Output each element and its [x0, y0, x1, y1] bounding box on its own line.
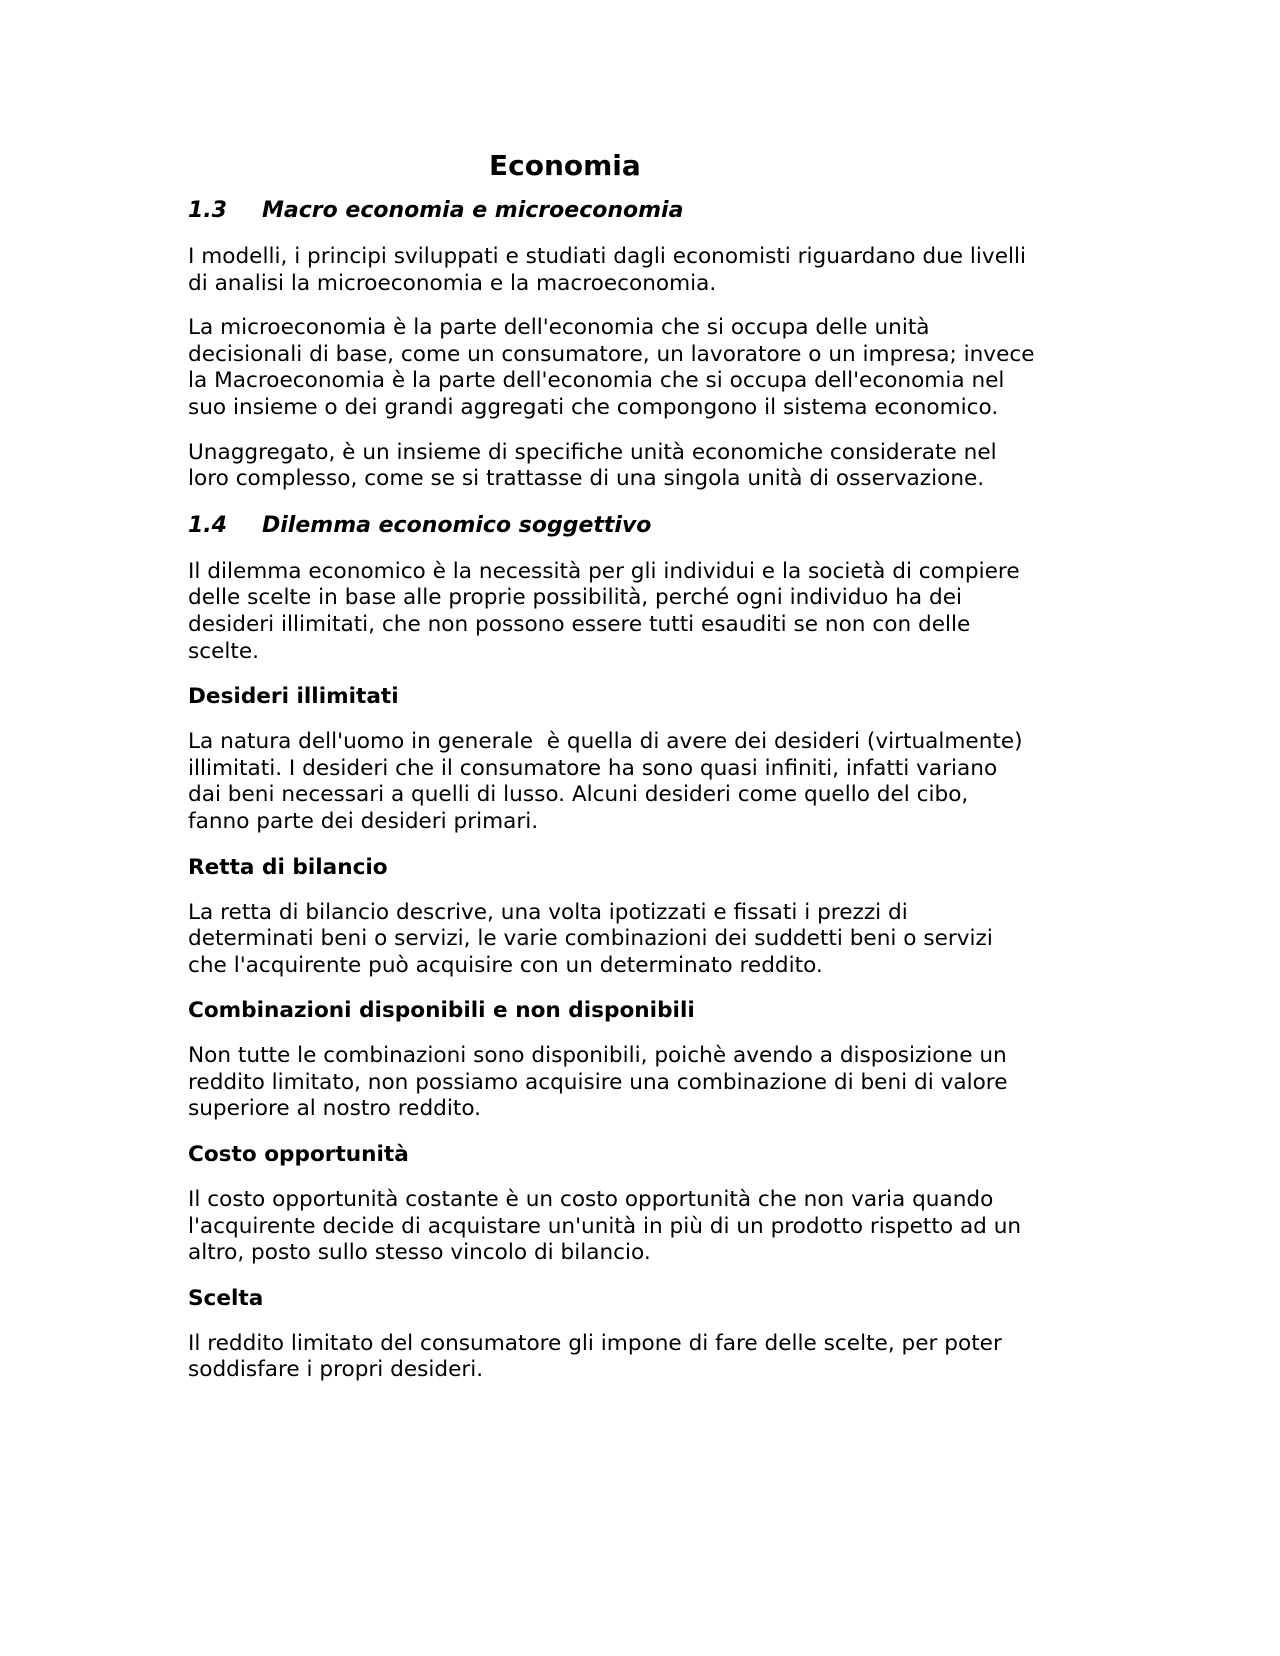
paragraph-retta — [188, 900, 1093, 980]
text-line: decisionali di base, come un consumatore, un lavoratore o un impresa; invece — [188, 341, 1035, 367]
subheading-costo: Costo opportunità — [188, 1142, 409, 1168]
text-line: desideri illimitati, che non possono essere tutti esauditi se non con delle — [188, 611, 971, 637]
paragraph-microeconomia — [188, 315, 1093, 421]
paragraph-aggregato — [188, 440, 1093, 493]
paragraph-scelta — [188, 1331, 1093, 1384]
subheading-desideri: Desideri illimitati — [188, 684, 399, 710]
text-line: illimitati. I desideri che il consumatore ha sono quasi infiniti, infatti variano — [188, 755, 998, 781]
text-line: di analisi la microeconomia e la macroeconomia. — [188, 270, 717, 296]
paragraph-combinazioni — [188, 1043, 1093, 1123]
section-number: 1.3 — [188, 198, 227, 223]
text-line: suo insieme o dei grandi aggregati che compongono il sistema economico. — [188, 394, 999, 420]
text-line: Non tutte le combinazioni sono disponibili, poichè avendo a disposizione un — [188, 1043, 1007, 1069]
text-line: soddisfare i propri desideri. — [188, 1357, 484, 1383]
subheading-scelta: Scelta — [188, 1285, 264, 1311]
text-line: dai beni necessari a quelli di lusso. Alcuni desideri come quello del cibo, — [188, 782, 969, 808]
document-title: Economia — [489, 149, 641, 182]
text-line: scelte. — [188, 638, 260, 664]
paragraph-modelli — [188, 244, 1093, 297]
paragraph-dilemma — [188, 559, 1093, 665]
text-line: la Macroeconomia è la parte dell'economia che si occupa dell'economia nel — [188, 368, 1005, 394]
text-line: I modelli, i principi sviluppati e studiati dagli economisti riguardano due livelli — [188, 244, 1026, 269]
text-line: determinati beni o servizi, le varie combinazioni dei suddetti beni o servizi — [188, 926, 993, 952]
subheading-retta: Retta di bilancio — [188, 854, 388, 880]
paragraph-costo — [188, 1187, 1093, 1267]
text-line: Il costo opportunità costante è un costo opportunità che non varia quando — [188, 1187, 994, 1213]
section-heading-1-4 — [188, 511, 1093, 541]
paragraph-desideri — [188, 729, 1093, 835]
text-line: superiore al nostro reddito. — [188, 1096, 482, 1122]
section-title: Macro economia e microeconomia — [262, 198, 684, 223]
text-line: Il dilemma economico è la necessità per gli individui e la società di compiere — [188, 558, 1020, 584]
text-line: che l'acquirente può acquisire con un determinato reddito. — [188, 952, 823, 978]
text-line: Unaggregato, è un insieme di specifiche unità economiche considerate nel — [188, 439, 997, 465]
subheading-combinazioni: Combinazioni disponibili e non disponibili — [188, 998, 695, 1024]
section-heading-1-3 — [188, 196, 1093, 226]
text-line: altro, posto sullo stesso vincolo di bilancio. — [188, 1240, 651, 1266]
text-line: fanno parte dei desideri primari. — [188, 808, 539, 834]
text-line: La retta di bilancio descrive, una volta ipotizzati e fissati i prezzi di — [188, 899, 908, 925]
text-line: loro complesso, come se si trattasse di una singola unità di osservazione. — [188, 466, 985, 492]
text-line: La natura dell'uomo in generale è quella di avere dei desideri (virtualmente) — [188, 729, 1023, 755]
text-line: Il reddito limitato del consumatore gli impone di fare delle scelte, per poter — [188, 1330, 1002, 1356]
text-line: delle scelte in base alle proprie possibilità, perché ogni individuo ha dei — [188, 585, 963, 611]
text-line: reddito limitato, non possiamo acquisire una combinazione di beni di valore — [188, 1069, 1008, 1095]
section-number: 1.4 — [188, 512, 227, 538]
document-body — [188, 148, 1093, 1384]
section-title: Dilemma economico soggettivo — [262, 512, 652, 538]
text-line: l'acquirente decide di acquistare un'unità in più di un prodotto rispetto ad un — [188, 1213, 1022, 1239]
text-line: La microeconomia è la parte dell'economia che si occupa delle unità — [188, 315, 930, 341]
